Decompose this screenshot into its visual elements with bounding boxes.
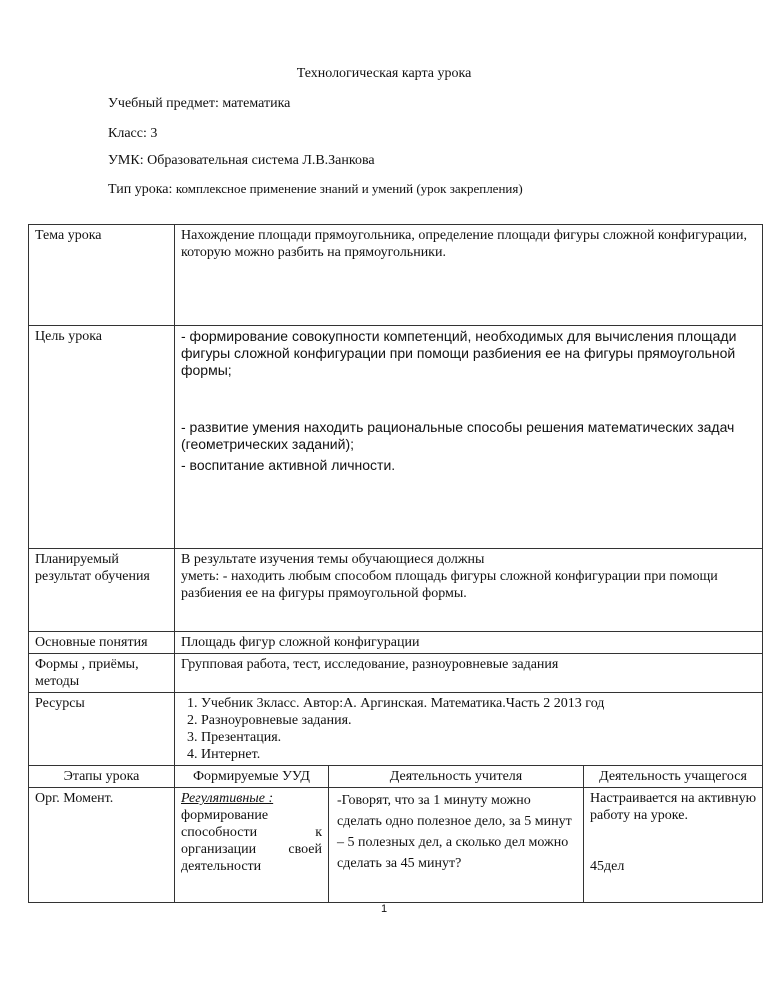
student-answer: 45дел [590, 859, 625, 874]
concepts-row [29, 632, 763, 654]
forms-label: Формы , приёмы, методы [29, 654, 175, 693]
goal-item: - формирование совокупности компетенций, необходимых для вычисления площади фигуры сложной конфигурации при помощи разбиения ее на фигуры прямоугольной формы; [181, 328, 737, 378]
resource-item: 4. Интернет. [201, 746, 756, 763]
document-title: Технологическая карта урока [296, 66, 472, 81]
org-student [584, 788, 763, 903]
lesson-type-value: комплексное применение знаний и умений (урок закрепления) [175, 181, 523, 196]
student-activity: Настраивается на активную работу на уроке. [590, 791, 757, 823]
stages-header-row [29, 766, 763, 788]
result-content [175, 549, 763, 632]
stage-header: Этапы урока [29, 766, 175, 788]
forms-row [29, 654, 763, 693]
goal-row [29, 326, 763, 549]
resource-item: 3. Презентация. [201, 729, 756, 746]
subject-line: Учебный предмет: математика [108, 96, 291, 111]
class-line: Класс: 3 [108, 126, 158, 141]
topic-row [29, 225, 763, 326]
result-line: уметь: - находить любым способом площадь фигуры сложной конфигурации при помощи разбиения ее на фигуры прямоугольной формы. [181, 569, 718, 601]
resource-item: 2. Разноуровневые задания. [201, 712, 756, 729]
uud-header: Формируемые УУД [175, 766, 329, 788]
resources-label: Ресурсы [29, 693, 175, 766]
concepts-text: Площадь фигур сложной конфигурации [175, 632, 763, 654]
concepts-label: Основные понятия [29, 632, 175, 654]
topic-text: Нахождение площади прямоугольника, определение площади фигуры сложной конфигурации, которую можно разбить на прямоугольники. [175, 225, 763, 326]
page-number: 1 [380, 903, 388, 915]
goal-content [175, 326, 763, 549]
resources-row [29, 693, 763, 766]
uud-title: Регулятивные : [181, 791, 274, 806]
lesson-type-label: Тип урока: [108, 182, 173, 197]
goal-item: - развитие умения находить рациональные способы решения математических задач (геометрических заданий); [181, 419, 735, 452]
goal-label: Цель урока [29, 326, 175, 549]
org-uud [175, 788, 329, 903]
uud-text: формирование способности к организации своей деятельности [181, 808, 322, 874]
lesson-table [28, 224, 763, 903]
resources-list [181, 695, 756, 763]
goal-item: - воспитание активной личности. [181, 457, 396, 473]
resource-item: 1. Учебник 3класс. Автор:А. Аргинская. Математика.Часть 2 2013 год [201, 695, 756, 712]
result-line: В результате изучения темы обучающиеся должны [181, 552, 485, 567]
student-header: Деятельность учащегося [584, 766, 763, 788]
umk-line: УМК: Образовательная система Л.В.Занкова [108, 153, 375, 168]
forms-text: Групповая работа, тест, исследование, разноуровневые задания [175, 654, 763, 693]
org-stage: Орг. Момент. [29, 788, 175, 903]
result-label: Планируемый результат обучения [29, 549, 175, 632]
result-row [29, 549, 763, 632]
topic-label: Тема урока [29, 225, 175, 326]
teacher-header: Деятельность учителя [329, 766, 584, 788]
resources-content [175, 693, 763, 766]
org-row [29, 788, 763, 903]
lesson-type-line [108, 181, 523, 198]
org-teacher: -Говорят, что за 1 минуту можно сделать одно полезное дело, за 5 минут – 5 полезных дел, а сколько дел можно сделать за 45 минут? [329, 788, 584, 903]
